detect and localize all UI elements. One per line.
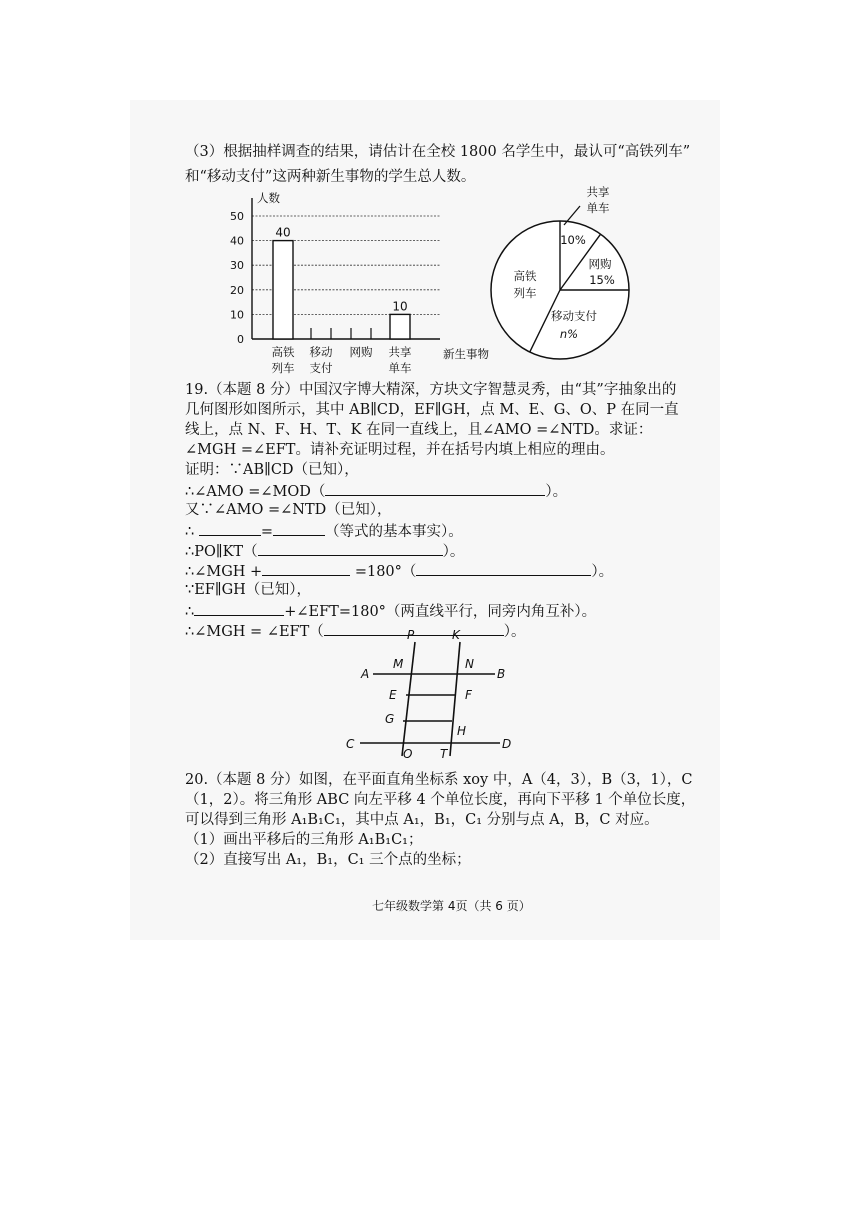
- proof-text: ∴: [185, 524, 195, 540]
- proof-line-6: [185, 561, 613, 581]
- proof-text: =: [260, 524, 273, 540]
- bar: [273, 241, 293, 339]
- slice-label: 高铁: [513, 269, 537, 283]
- proof-text: ）。: [591, 564, 614, 580]
- x-tick-label: 单车: [388, 361, 412, 375]
- q19-stem-line1: 19.（本题 8 分）中国汉字博大精深，方块文字智慧灵秀，由“其”字抽象出的: [185, 382, 677, 398]
- label-b: B: [497, 667, 506, 681]
- slice-label: 移动支付: [551, 309, 597, 323]
- label-m: M: [393, 657, 404, 671]
- label-d: D: [502, 737, 512, 751]
- x-tick-label: 移动: [309, 345, 333, 359]
- proof-line-7: ∵EF∥GH（已知），: [185, 582, 312, 598]
- label-p: P: [407, 628, 415, 642]
- y-tick-label: 20: [230, 283, 244, 297]
- q20-stem-line2: （1，2）。将三角形 ABC 向左平移 4 个单位长度，再向下平移 1 个单位长度，: [185, 792, 696, 808]
- proof-text: ）。: [442, 544, 465, 560]
- x-tick-label: 高铁: [271, 345, 295, 359]
- bar-chart: [225, 188, 505, 378]
- x-axis-label: 新生事物: [443, 347, 489, 361]
- y-tick-label: 0: [237, 333, 244, 346]
- proof-line-4: [185, 521, 463, 541]
- line-kt: [450, 642, 460, 756]
- line-po: [402, 642, 415, 756]
- q19-stem-line2: 几何图形如图所示，其中 AB∥CD，EF∥GH，点 M、E、G、O、P 在同一直: [185, 402, 679, 418]
- slice-label: 共享: [586, 185, 610, 199]
- proof-text: ∴∠MGH +: [185, 564, 263, 580]
- proof-text: =180°（: [354, 564, 417, 580]
- y-axis-label: 人数: [257, 191, 280, 205]
- proof-text: （等式的基本事实）。: [325, 524, 463, 540]
- answer-blank[interactable]: [199, 521, 261, 536]
- answer-blank[interactable]: [194, 601, 284, 616]
- answer-blank[interactable]: [325, 481, 545, 496]
- label-n: N: [465, 657, 474, 671]
- label-k: K: [452, 628, 460, 642]
- proof-text: ∴PO∥KT（: [185, 544, 258, 560]
- label-f: F: [465, 688, 472, 702]
- y-tick-label: 50: [230, 210, 244, 223]
- answer-blank[interactable]: [258, 541, 443, 556]
- proof-line-3: 又∵∠AMO =∠NTD（已知），: [185, 502, 392, 518]
- answer-blank[interactable]: [273, 521, 325, 536]
- q18-part3-line1: （3）根据抽样调查的结果，请估计在全校 1800 名学生中，最认可“高铁列车”: [185, 144, 691, 160]
- label-a: A: [361, 667, 370, 681]
- proof-line-5: [185, 541, 464, 561]
- q19-stem-line3: 线上，点 N、F、H、T、K 在同一直线上，且∠AMO =∠NTD。求证：: [185, 422, 653, 438]
- slice-label: 网购: [588, 257, 612, 271]
- proof-line-2: [185, 481, 567, 501]
- pie-chart: [480, 180, 650, 370]
- x-tick-label: 共享: [388, 345, 412, 359]
- y-tick-label: 40: [230, 234, 244, 248]
- proof-text: ∴∠AMO =∠MOD（: [185, 484, 326, 500]
- proof-line-1: 证明：∵AB∥CD（已知），: [185, 462, 359, 478]
- answer-blank[interactable]: [262, 561, 350, 576]
- proof-text: ∴∠MGH = ∠EFT（: [185, 624, 324, 640]
- label-c: C: [346, 737, 355, 751]
- geometry-figure: [340, 628, 530, 763]
- q18-part3-line2: 和“移动支付”这两种新生事物的学生总人数。: [185, 169, 476, 185]
- q20-stem-line1: 20.（本题 8 分）如图，在平面直角坐标系 xoy 中，A（4，3），B（3，1），C: [185, 772, 693, 788]
- label-e: E: [389, 688, 397, 702]
- slice-value: 15%: [589, 273, 615, 287]
- slice-label: 单车: [586, 201, 610, 215]
- x-tick-label: 网购: [349, 345, 373, 359]
- bar: [390, 314, 410, 339]
- data-label: 10: [392, 299, 408, 314]
- q20-part1: （1）画出平移后的三角形 A₁B₁C₁；: [185, 832, 423, 848]
- slice-value: 10%: [560, 233, 586, 247]
- proof-line-8: [185, 601, 596, 621]
- slice-value: n%: [559, 327, 579, 341]
- label-o: O: [403, 747, 413, 761]
- q20-part2: （2）直接写出 A₁，B₁，C₁ 三个点的坐标；: [185, 852, 471, 868]
- page-footer: 七年级数学第 4页（共 6 页）: [372, 899, 531, 913]
- proof-text: ）。: [503, 624, 526, 640]
- proof-text: +∠EFT=180°（两直线平行，同旁内角互补）。: [284, 604, 597, 620]
- label-h: H: [457, 724, 467, 738]
- x-tick-label: 支付: [309, 361, 333, 375]
- y-tick-label: 10: [230, 308, 244, 322]
- y-tick-label: 30: [230, 259, 244, 273]
- q19-stem-line4: ∠MGH =∠EFT。请补充证明过程，并在括号内填上相应的理由。: [185, 442, 615, 458]
- x-tick-label: 列车: [271, 361, 295, 375]
- q20-stem-line3: 可以得到三角形 A₁B₁C₁，其中点 A₁，B₁，C₁ 分别与点 A，B，C 对应。: [185, 812, 659, 828]
- label-g: G: [385, 712, 395, 726]
- answer-blank[interactable]: [416, 561, 591, 576]
- proof-text: ）。: [545, 484, 568, 500]
- label-t: T: [440, 747, 448, 761]
- data-label: 40: [275, 225, 291, 240]
- proof-text: ∴: [185, 604, 195, 620]
- slice-label: 列车: [513, 286, 537, 300]
